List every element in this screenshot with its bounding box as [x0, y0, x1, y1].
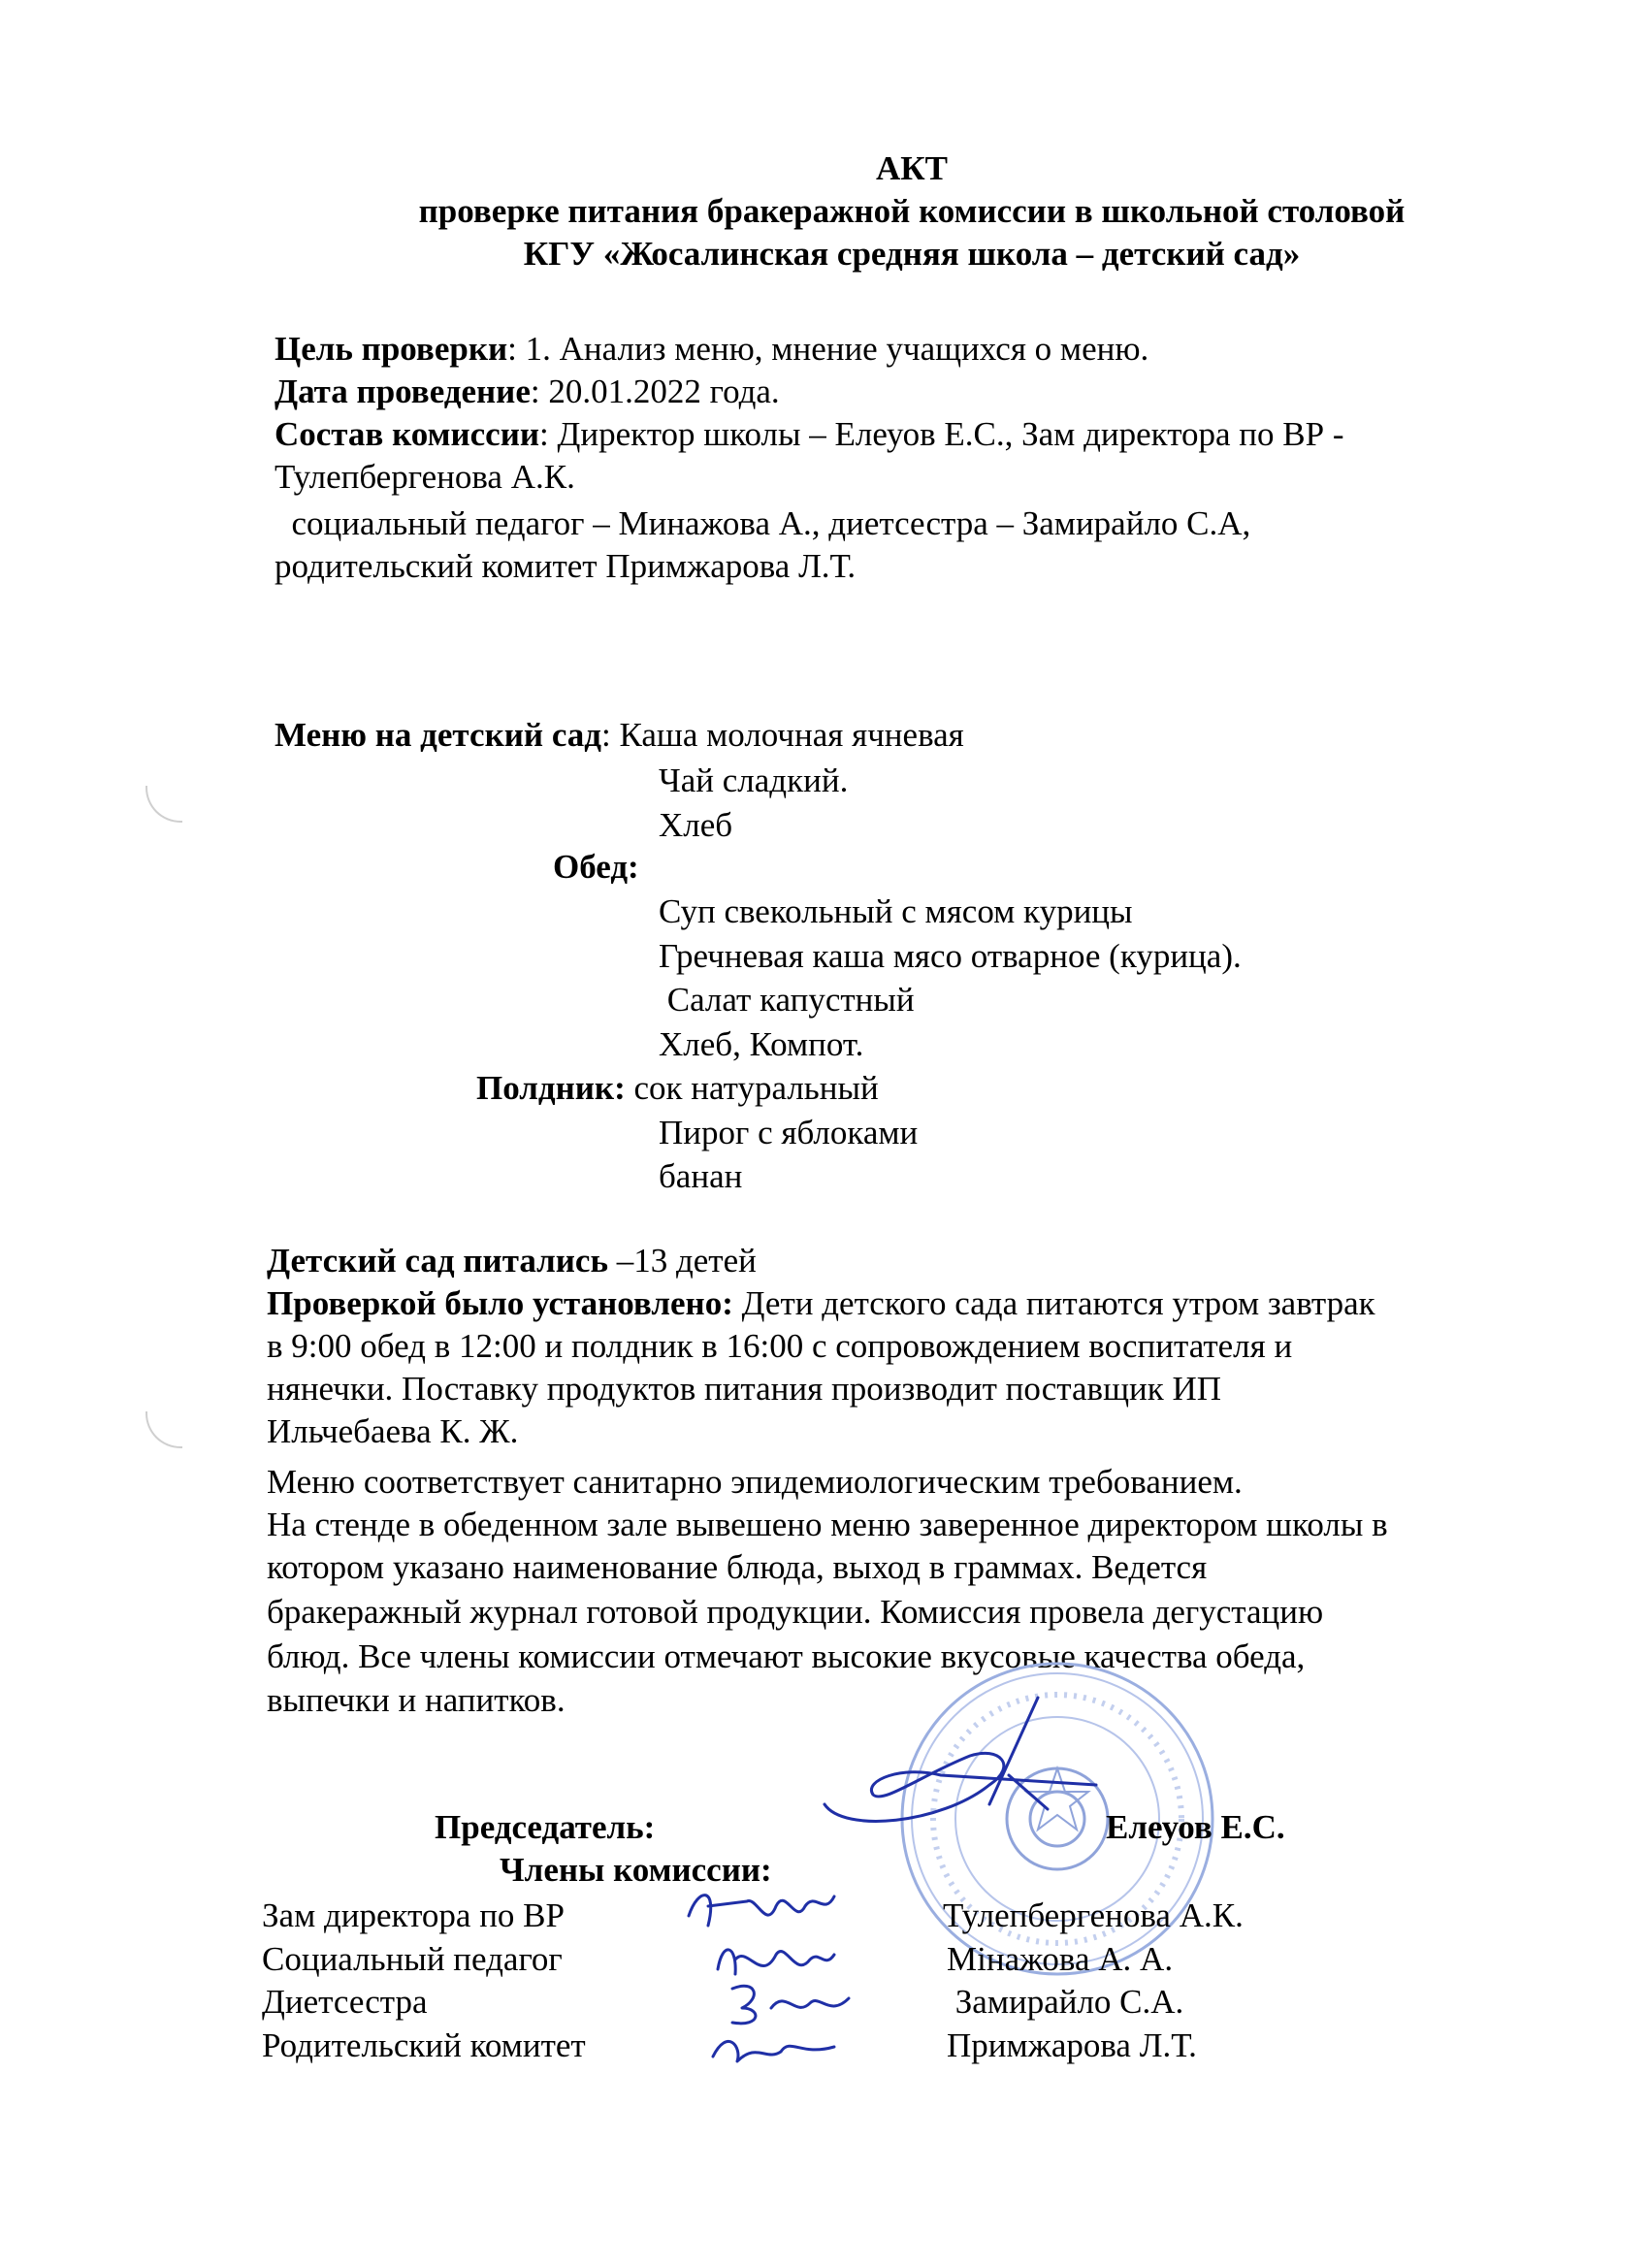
kids-line [267, 1240, 757, 1282]
menu-item: Салат капустный [659, 981, 915, 1019]
kids-label: Детский сад питались [267, 1242, 608, 1280]
member-name: Тулепбергенова А.К. [943, 1896, 1244, 1934]
menu-sep: : [601, 716, 620, 754]
menu-item: Гречневая каша мясо отварное (курица). [659, 937, 1242, 975]
commission-line [275, 413, 1344, 456]
commission-line-2: Тулепбергенова А.К. [275, 458, 575, 496]
findings-line: бракеражный журнал готовой продукции. Комиссия провела дегустацию [267, 1593, 1324, 1631]
date-label: Дата проведение [275, 373, 531, 410]
commission-text: : Директор школы – Елеуов Е.С., Зам директора по ВР - [539, 415, 1344, 453]
menu-item: Пирог с яблоками [659, 1114, 919, 1151]
menu-item: Хлеб, Компот. [659, 1025, 864, 1063]
findings-line: Меню соответствует санитарно эпидемиологическим требованием. [267, 1463, 1243, 1501]
member-name: Примжарова Л.Т. [947, 2026, 1197, 2064]
menu-item: Каша молочная ячневая [619, 716, 964, 754]
document-title: АКТ [876, 149, 948, 187]
punch-hole-mark [146, 1411, 182, 1448]
chair-label: Председатель: [435, 1808, 656, 1846]
goal-text: : 1. Анализ меню, мнение учащихся о меню. [507, 330, 1149, 368]
member-signature [698, 2018, 844, 2076]
goal-label: Цель проверки [275, 330, 508, 368]
member-name: Замирайло С.А. [947, 1983, 1184, 2021]
chair-signature [805, 1688, 1125, 1843]
kids-text: –13 детей [607, 1242, 757, 1280]
menu-item: Суп свекольный с мясом курицы [659, 892, 1133, 930]
snack-line [476, 1067, 879, 1110]
menu-item: Чай сладкий. [659, 761, 849, 799]
commission-label: Состав комиссии [275, 415, 540, 453]
menu-line [275, 714, 964, 757]
findings-line: в 9:00 обед в 12:00 и полдник в 16:00 с сопровождением воспитателя и [267, 1327, 1293, 1365]
findings-line [267, 1282, 1375, 1325]
findings-line: выпечки и напитков. [267, 1681, 566, 1719]
menu-item: сок натуральный [633, 1069, 879, 1107]
menu-item: Хлеб [659, 806, 733, 844]
menu-item: банан [659, 1157, 743, 1195]
member-role: Социальный педагог [262, 1940, 563, 1978]
findings-label: Проверкой было установлено: [267, 1284, 733, 1322]
member-role: Зам директора по ВР [262, 1896, 565, 1934]
member-role: Родительский комитет [262, 2026, 586, 2064]
goal-line [275, 328, 1148, 371]
commission-line-3: социальный педагог – Минажова А., диетсестра – Замирайло С.А, [275, 504, 1251, 542]
chair-name: Елеуов Е.С. [1106, 1808, 1285, 1846]
date-line [275, 371, 780, 413]
members-label: Члены комиссии: [500, 1851, 772, 1889]
findings-line: котором указано наименование блюда, выход в граммах. Ведется [267, 1548, 1208, 1586]
member-role: Диетсестра [262, 1983, 428, 2021]
findings-line: блюд. Все члены комиссии отмечают высокие вкусовые качества обеда, [267, 1637, 1306, 1675]
findings-text: Дети детского сада питаются утром завтрак [732, 1284, 1375, 1322]
document-subtitle: проверке питания бракеражной комиссии в школьной столовой [418, 192, 1406, 230]
findings-line: На стенде в обеденном зале вывешено меню заверенное директором школы в [267, 1506, 1388, 1543]
punch-hole-mark [146, 786, 182, 823]
findings-line: Ильчебаева К. Ж. [267, 1412, 519, 1450]
commission-line-4: родительский комитет Примжарова Л.Т. [275, 547, 857, 585]
lunch-label: Обед: [553, 848, 639, 886]
date-text: : 20.01.2022 года. [530, 373, 780, 410]
snack-label: Полдник: [476, 1069, 626, 1107]
findings-line: нянечки. Поставку продуктов питания производит поставщик ИП [267, 1370, 1222, 1408]
organization-name: КГУ «Жосалинская средняя школа – детский сад» [523, 235, 1301, 273]
menu-label: Меню на детский сад [275, 716, 601, 754]
member-name: Мінажова А. А. [947, 1940, 1174, 1978]
